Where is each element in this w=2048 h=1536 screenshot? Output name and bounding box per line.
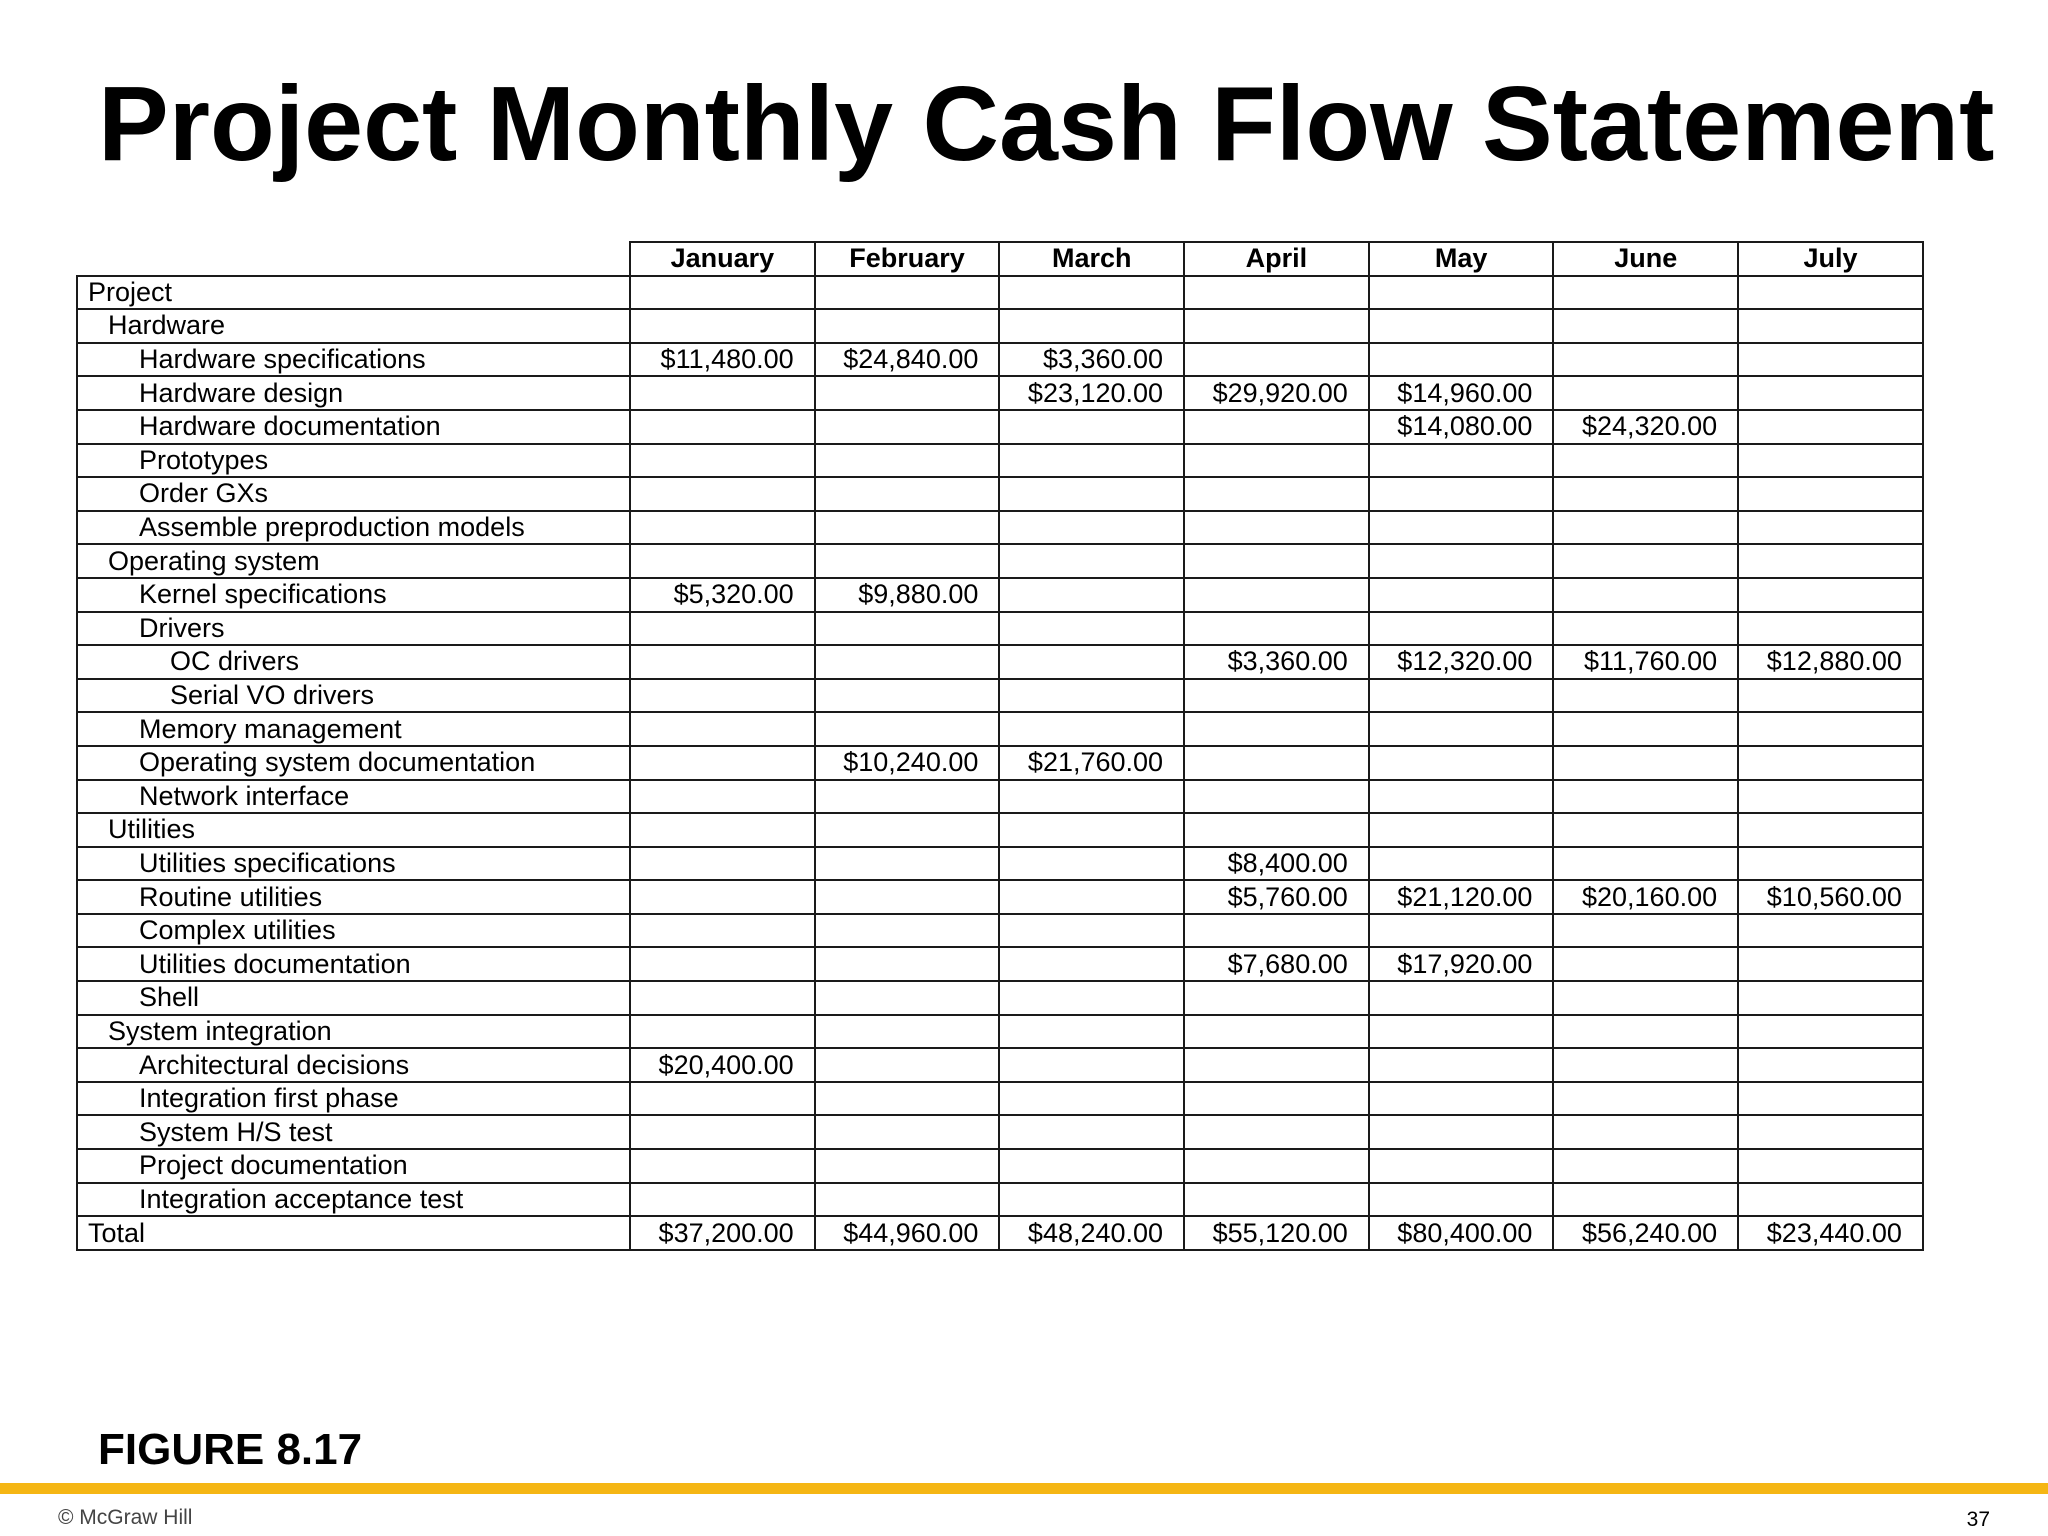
cell-april (1184, 511, 1369, 545)
cell-march: $48,240.00 (999, 1216, 1184, 1250)
row-label: System H/S test (77, 1115, 630, 1149)
column-header-april: April (1184, 242, 1369, 276)
cell-february (815, 712, 1000, 746)
cell-may (1369, 679, 1554, 713)
cell-july (1738, 276, 1923, 310)
row-label: Architectural decisions (77, 1048, 630, 1082)
cell-april (1184, 477, 1369, 511)
cell-january (630, 477, 815, 511)
cell-march (999, 612, 1184, 646)
cell-march (999, 1115, 1184, 1149)
cell-april (1184, 914, 1369, 948)
cell-may (1369, 914, 1554, 948)
table-row (77, 645, 1923, 679)
cell-june: $24,320.00 (1553, 410, 1738, 444)
row-label: Routine utilities (77, 880, 630, 914)
cell-april (1184, 1082, 1369, 1116)
figure-label: FIGURE 8.17 (98, 1425, 363, 1474)
cell-may (1369, 477, 1554, 511)
table-row (77, 981, 1923, 1015)
table-row (77, 914, 1923, 948)
cell-january: $20,400.00 (630, 1048, 815, 1082)
cell-march (999, 712, 1184, 746)
cell-january (630, 847, 815, 881)
row-label: Drivers (77, 612, 630, 646)
cell-july (1738, 813, 1923, 847)
cell-march: $21,760.00 (999, 746, 1184, 780)
row-label: Project documentation (77, 1149, 630, 1183)
cell-january (630, 679, 815, 713)
cell-june: $20,160.00 (1553, 880, 1738, 914)
cell-june (1553, 1115, 1738, 1149)
cell-june (1553, 612, 1738, 646)
cell-june (1553, 544, 1738, 578)
cell-january (630, 746, 815, 780)
cell-march (999, 981, 1184, 1015)
row-label: Hardware design (77, 376, 630, 410)
cell-june (1553, 1183, 1738, 1217)
cell-january (630, 1015, 815, 1049)
row-label: Integration first phase (77, 1082, 630, 1116)
cell-february (815, 947, 1000, 981)
cell-january (630, 444, 815, 478)
cell-february (815, 1183, 1000, 1217)
cell-march: $3,360.00 (999, 343, 1184, 377)
row-label: Operating system documentation (77, 746, 630, 780)
cell-may (1369, 612, 1554, 646)
cell-february (815, 309, 1000, 343)
cell-january (630, 1115, 815, 1149)
row-label: Project (77, 276, 630, 310)
table-row (77, 780, 1923, 814)
row-label: Utilities specifications (77, 847, 630, 881)
cell-july (1738, 376, 1923, 410)
row-label: Complex utilities (77, 914, 630, 948)
cell-april (1184, 746, 1369, 780)
cell-july (1738, 947, 1923, 981)
cell-april (1184, 444, 1369, 478)
column-header-july: July (1738, 242, 1923, 276)
cell-may: $17,920.00 (1369, 947, 1554, 981)
table-row (77, 1082, 1923, 1116)
cell-february (815, 544, 1000, 578)
table-header-corner (77, 242, 630, 276)
cell-february: $10,240.00 (815, 746, 1000, 780)
cell-april (1184, 578, 1369, 612)
cell-may (1369, 981, 1554, 1015)
cell-january (630, 1082, 815, 1116)
row-label: System integration (77, 1015, 630, 1049)
table-row (77, 578, 1923, 612)
table-row (77, 880, 1923, 914)
cell-june (1553, 847, 1738, 881)
cell-february (815, 981, 1000, 1015)
cell-july (1738, 1183, 1923, 1217)
row-label: Total (77, 1216, 630, 1250)
cell-february (815, 511, 1000, 545)
cell-march (999, 1149, 1184, 1183)
total-row (77, 1216, 1923, 1250)
row-label: Order GXs (77, 477, 630, 511)
row-label: Hardware specifications (77, 343, 630, 377)
row-label: Integration acceptance test (77, 1183, 630, 1217)
cell-july (1738, 343, 1923, 377)
cell-may (1369, 712, 1554, 746)
cell-may (1369, 1183, 1554, 1217)
cell-july (1738, 1149, 1923, 1183)
cell-may: $80,400.00 (1369, 1216, 1554, 1250)
cell-july (1738, 780, 1923, 814)
cell-january (630, 511, 815, 545)
page-number: 37 (1966, 1508, 1990, 1531)
cell-january (630, 947, 815, 981)
table-row (77, 544, 1923, 578)
cell-february (815, 1082, 1000, 1116)
table-row (77, 1149, 1923, 1183)
cell-july (1738, 914, 1923, 948)
cell-may: $12,320.00 (1369, 645, 1554, 679)
row-label: Assemble preproduction models (77, 511, 630, 545)
cell-may: $21,120.00 (1369, 880, 1554, 914)
cell-may (1369, 780, 1554, 814)
cell-june (1553, 309, 1738, 343)
cell-july (1738, 1115, 1923, 1149)
cell-march (999, 511, 1184, 545)
row-label: Hardware documentation (77, 410, 630, 444)
cell-april (1184, 679, 1369, 713)
cell-january (630, 544, 815, 578)
row-label: Prototypes (77, 444, 630, 478)
cell-april (1184, 612, 1369, 646)
cell-july (1738, 1015, 1923, 1049)
cell-may (1369, 1115, 1554, 1149)
cell-february: $44,960.00 (815, 1216, 1000, 1250)
table-body (77, 276, 1923, 1250)
table-row (77, 712, 1923, 746)
cell-june (1553, 511, 1738, 545)
table-row (77, 309, 1923, 343)
cell-march (999, 679, 1184, 713)
cell-january (630, 981, 815, 1015)
cell-may (1369, 1082, 1554, 1116)
cell-april: $29,920.00 (1184, 376, 1369, 410)
cell-july (1738, 712, 1923, 746)
cell-april (1184, 410, 1369, 444)
cell-may (1369, 276, 1554, 310)
cell-april (1184, 343, 1369, 377)
cell-may (1369, 746, 1554, 780)
row-label: Utilities (77, 813, 630, 847)
cell-april (1184, 780, 1369, 814)
cell-june (1553, 746, 1738, 780)
cell-july (1738, 444, 1923, 478)
row-label: Operating system (77, 544, 630, 578)
cell-february (815, 410, 1000, 444)
cell-july (1738, 578, 1923, 612)
cell-january (630, 612, 815, 646)
cell-february (815, 1048, 1000, 1082)
row-label: Network interface (77, 780, 630, 814)
cell-july: $10,560.00 (1738, 880, 1923, 914)
cell-may (1369, 578, 1554, 612)
cell-june (1553, 276, 1738, 310)
cell-march (999, 947, 1184, 981)
cell-july (1738, 309, 1923, 343)
cell-march (999, 309, 1184, 343)
cell-march: $23,120.00 (999, 376, 1184, 410)
cell-may (1369, 343, 1554, 377)
column-header-february: February (815, 242, 1000, 276)
column-header-march: March (999, 242, 1184, 276)
cell-june (1553, 947, 1738, 981)
cell-april: $7,680.00 (1184, 947, 1369, 981)
cell-july (1738, 511, 1923, 545)
cell-april: $3,360.00 (1184, 645, 1369, 679)
cell-april (1184, 276, 1369, 310)
cell-january (630, 914, 815, 948)
cell-february: $9,880.00 (815, 578, 1000, 612)
cell-may: $14,960.00 (1369, 376, 1554, 410)
cell-june (1553, 1082, 1738, 1116)
table-row (77, 376, 1923, 410)
table-row (77, 813, 1923, 847)
cell-june: $11,760.00 (1553, 645, 1738, 679)
row-label: Serial VO drivers (77, 679, 630, 713)
cell-january (630, 1183, 815, 1217)
table-row (77, 444, 1923, 478)
cell-february (815, 880, 1000, 914)
cell-january (630, 410, 815, 444)
cell-january: $37,200.00 (630, 1216, 815, 1250)
cell-july (1738, 679, 1923, 713)
cell-july (1738, 746, 1923, 780)
table-row (77, 947, 1923, 981)
cell-february (815, 813, 1000, 847)
cell-march (999, 780, 1184, 814)
cell-may (1369, 1015, 1554, 1049)
table-row (77, 511, 1923, 545)
cell-may (1369, 309, 1554, 343)
cell-march (999, 578, 1184, 612)
cell-april (1184, 1183, 1369, 1217)
cell-february: $24,840.00 (815, 343, 1000, 377)
cell-june (1553, 679, 1738, 713)
table-row (77, 847, 1923, 881)
cell-february (815, 444, 1000, 478)
cell-may (1369, 511, 1554, 545)
cell-march (999, 477, 1184, 511)
cell-june (1553, 1048, 1738, 1082)
cell-february (815, 679, 1000, 713)
cell-may: $14,080.00 (1369, 410, 1554, 444)
cell-march (999, 847, 1184, 881)
row-label: Kernel specifications (77, 578, 630, 612)
cell-april (1184, 544, 1369, 578)
row-label: OC drivers (77, 645, 630, 679)
cell-may (1369, 544, 1554, 578)
cell-july (1738, 1048, 1923, 1082)
footer-accent-bar (0, 1483, 2048, 1494)
table-row (77, 1048, 1923, 1082)
table-row (77, 1115, 1923, 1149)
cell-march (999, 1048, 1184, 1082)
table-row (77, 343, 1923, 377)
cell-february (815, 1015, 1000, 1049)
table-row (77, 410, 1923, 444)
cell-february (815, 645, 1000, 679)
cell-january (630, 645, 815, 679)
cell-june (1553, 1149, 1738, 1183)
table-row (77, 1015, 1923, 1049)
table-row (77, 477, 1923, 511)
cell-july (1738, 1082, 1923, 1116)
cell-june (1553, 477, 1738, 511)
slide-title: Project Monthly Cash Flow Statement (98, 65, 1995, 183)
cell-march (999, 544, 1184, 578)
cell-may (1369, 1149, 1554, 1183)
cell-january (630, 780, 815, 814)
cell-february (815, 1115, 1000, 1149)
cell-july (1738, 410, 1923, 444)
cell-march (999, 914, 1184, 948)
cell-april (1184, 309, 1369, 343)
cell-march (999, 1183, 1184, 1217)
cell-may (1369, 813, 1554, 847)
table-header-row (77, 242, 1923, 276)
cell-february (815, 376, 1000, 410)
cell-april (1184, 1115, 1369, 1149)
row-label: Memory management (77, 712, 630, 746)
cell-march (999, 410, 1184, 444)
cell-july (1738, 847, 1923, 881)
cell-january (630, 1149, 815, 1183)
cell-april (1184, 712, 1369, 746)
cell-april: $5,760.00 (1184, 880, 1369, 914)
cell-june (1553, 914, 1738, 948)
cell-march (999, 880, 1184, 914)
cell-july: $23,440.00 (1738, 1216, 1923, 1250)
cell-january (630, 309, 815, 343)
cell-january (630, 376, 815, 410)
cell-june: $56,240.00 (1553, 1216, 1738, 1250)
table-row (77, 679, 1923, 713)
table-row (77, 276, 1923, 310)
cell-february (815, 914, 1000, 948)
cell-july: $12,880.00 (1738, 645, 1923, 679)
cell-july (1738, 544, 1923, 578)
cell-may (1369, 847, 1554, 881)
cash-flow-table (76, 241, 1924, 1251)
cell-june (1553, 376, 1738, 410)
column-header-june: June (1553, 242, 1738, 276)
cell-march (999, 1015, 1184, 1049)
cell-march (999, 813, 1184, 847)
cell-june (1553, 578, 1738, 612)
table-row (77, 746, 1923, 780)
cell-january (630, 712, 815, 746)
cell-january (630, 276, 815, 310)
cell-april: $8,400.00 (1184, 847, 1369, 881)
cell-july (1738, 612, 1923, 646)
table-row (77, 612, 1923, 646)
cell-april (1184, 1015, 1369, 1049)
cell-february (815, 847, 1000, 881)
cell-march (999, 645, 1184, 679)
cell-june (1553, 981, 1738, 1015)
cell-february (815, 780, 1000, 814)
row-label: Hardware (77, 309, 630, 343)
cell-june (1553, 444, 1738, 478)
cell-may (1369, 1048, 1554, 1082)
cell-july (1738, 477, 1923, 511)
cell-july (1738, 981, 1923, 1015)
cell-june (1553, 1015, 1738, 1049)
copyright-notice: © McGraw Hill (58, 1506, 193, 1529)
row-label: Shell (77, 981, 630, 1015)
cell-june (1553, 780, 1738, 814)
cell-march (999, 1082, 1184, 1116)
cell-february (815, 612, 1000, 646)
cell-april (1184, 981, 1369, 1015)
column-header-january: January (630, 242, 815, 276)
cell-january: $5,320.00 (630, 578, 815, 612)
cell-may (1369, 444, 1554, 478)
cell-june (1553, 813, 1738, 847)
cell-february (815, 477, 1000, 511)
cell-june (1553, 343, 1738, 377)
cell-february (815, 276, 1000, 310)
cell-january (630, 880, 815, 914)
cell-april (1184, 1149, 1369, 1183)
cell-january: $11,480.00 (630, 343, 815, 377)
row-label: Utilities documentation (77, 947, 630, 981)
column-header-may: May (1369, 242, 1554, 276)
cell-june (1553, 712, 1738, 746)
cell-april (1184, 1048, 1369, 1082)
cell-january (630, 813, 815, 847)
cell-february (815, 1149, 1000, 1183)
cell-march (999, 276, 1184, 310)
table-row (77, 1183, 1923, 1217)
cell-march (999, 444, 1184, 478)
cell-april (1184, 813, 1369, 847)
cell-april: $55,120.00 (1184, 1216, 1369, 1250)
